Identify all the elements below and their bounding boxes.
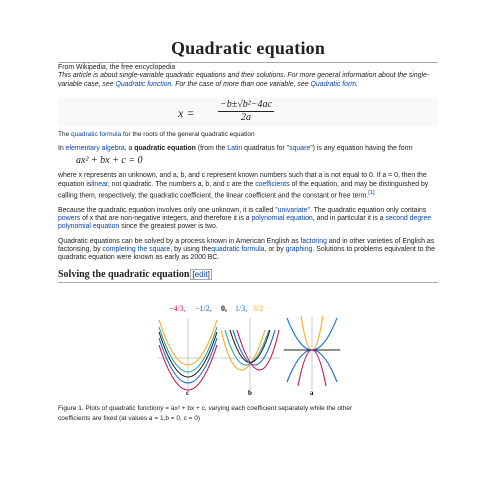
text: , not quadratic. The numbers a, b, and c are the: [107, 180, 256, 188]
legend-item-1: −1/2,: [195, 304, 212, 313]
figure-caption-line1: Figure 1. Plots of quadratic functiony = ax² + bx + c, varying each coefficient separately while the other: [58, 405, 353, 412]
univariate-link[interactable]: univariate: [277, 206, 308, 214]
plot-c: [158, 318, 218, 390]
formula-lhs: x =: [178, 105, 195, 120]
text: , or by: [264, 245, 286, 253]
section-title: Solving the quadratic equation: [58, 269, 190, 281]
edit-link-text[interactable]: edit: [194, 270, 208, 280]
figure-caption-line2: coefficients are fixed (at values a = 1,b = 0, c = 0): [58, 415, 201, 422]
quadratic-form-link[interactable]: Quadratic form: [310, 80, 357, 88]
general-equation: ax² + bx + c = 0: [76, 155, 143, 167]
second-degree-link[interactable]: second degree polynomial equation: [58, 214, 432, 231]
edit-section-link[interactable]: [edit]: [192, 270, 210, 280]
panel-label-c: c: [186, 389, 190, 396]
legend-item-0: −4/3,: [169, 304, 186, 313]
polynomial-equation-link[interactable]: polynomial equation: [251, 214, 313, 222]
formula-denominator: 2a: [240, 111, 251, 123]
factoring-link[interactable]: factoring: [300, 237, 327, 245]
paragraph-coefficients: [58, 172, 438, 200]
graphing-link[interactable]: graphing: [285, 245, 313, 253]
plot-b: [220, 318, 280, 390]
quadratic-formula-link-2[interactable]: quadratic formula: [211, 245, 265, 253]
text: of the equation, and may be distinguished by calling them, respectively, the quadratic coefficient, the linear coefficient and the constant or free term.: [58, 180, 429, 200]
text: ") is any equation having the form: [310, 145, 413, 153]
elementary-algebra-link[interactable]: elementary algebra: [65, 145, 125, 153]
panel-label-b: b: [248, 389, 252, 396]
caption-text: for the roots of the general quadratic equation: [121, 130, 255, 138]
text: . Solutions to problems equivalent to the quadratic equation were known as early as 2000 BC.: [58, 245, 435, 262]
text: In: [58, 145, 66, 153]
paragraph-intro: [58, 145, 438, 153]
text: Quadratic equations can be solved by a process known in American English as: [58, 237, 301, 245]
hatnote-text: . For the case of more than one variable, see: [171, 80, 311, 88]
text: of x that are non-negative integers, and therefore it is a: [80, 214, 252, 222]
caption-text: The: [58, 130, 72, 138]
hatnote-text: .: [356, 80, 358, 88]
hatnote: [58, 72, 438, 89]
reference-1[interactable]: [1]: [368, 190, 375, 197]
plot-a: [283, 316, 341, 390]
latin-link[interactable]: Latin: [227, 145, 243, 153]
legend-item-4: 3/2: [253, 304, 264, 313]
text: , and in particular it is a: [312, 214, 386, 222]
text: where x represents an unknown, and a, b, and c represent known numbers such that a is not equal to 0. If a = 0, then the equation is: [58, 172, 427, 188]
square-link[interactable]: square: [289, 145, 311, 153]
completing-square-link[interactable]: completing the square: [102, 245, 171, 253]
formula-numerator: −b±√b²−4ac: [220, 98, 272, 110]
quadratic-formula-link[interactable]: quadratic formula: [71, 130, 122, 138]
legend-item-2: 0,: [221, 304, 227, 313]
quadratic-formula-image: [58, 97, 438, 127]
section-heading: [58, 269, 438, 283]
formula-fraction: [218, 99, 274, 123]
text: , by using the: [170, 245, 212, 253]
bold-term: quadratic equation: [134, 145, 196, 153]
linear-link[interactable]: linear: [91, 180, 108, 188]
tagline: From Wikipedia, the free encyclopedia: [58, 64, 176, 71]
text: Because the quadratic equation involves only one unknown, it is called ": [58, 206, 278, 214]
quadratic-function-link[interactable]: Quadratic function: [115, 80, 172, 88]
text: since the greatest power is two.: [119, 223, 218, 231]
text: ". The quadratic equation only contains: [307, 206, 427, 214]
figure-caption: [58, 404, 438, 424]
text: and in other varieties of English as factorising, by: [58, 237, 435, 253]
panel-label-a: a: [310, 389, 314, 396]
text: (from the: [195, 145, 228, 153]
page-title: Quadratic equation: [58, 38, 438, 63]
quadratic-plots-figure: [155, 300, 342, 396]
text: , a: [124, 145, 135, 153]
powers-link[interactable]: powers: [58, 214, 81, 222]
paragraph-solving: [58, 238, 438, 263]
article: [58, 38, 438, 283]
formula-caption: [58, 131, 438, 139]
coefficients-link[interactable]: coefficients: [255, 180, 290, 188]
hatnote-text: This article is about single-variable quadratic equations and their solutions. For more general information about the single-variable case, see: [58, 72, 430, 88]
text: quadratus for ": [242, 145, 290, 153]
legend-item-3: 1/3,: [235, 304, 248, 313]
paragraph-univariate: [58, 207, 438, 232]
